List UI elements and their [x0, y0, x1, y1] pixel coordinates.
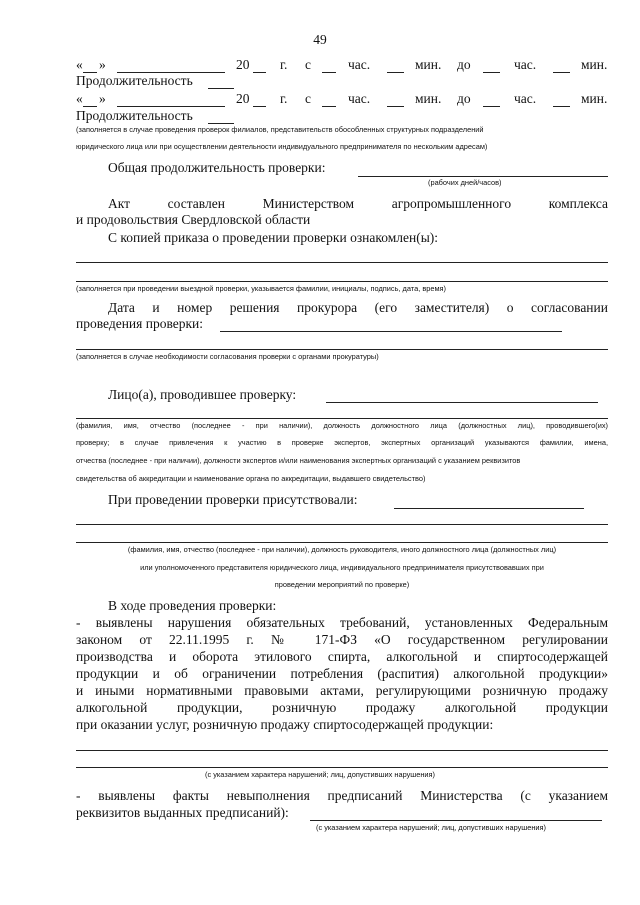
act-line-1: [108, 196, 608, 212]
violations-line-6-text: алкогольной продукции, розничную продажу алкогольной продукции: [76, 700, 608, 715]
day-blank: [83, 106, 97, 107]
prosecutor-line-2: проведения проверки:: [76, 316, 204, 331]
violations-line-4: продукции и об ограничении потребления (распития) алкогольной продукции»: [76, 666, 608, 681]
copy-order-line-1: [76, 262, 608, 263]
prosecutor-blank: [220, 331, 562, 332]
century: 20: [236, 57, 250, 72]
quote-close: »: [99, 57, 106, 72]
hours-word: час.: [348, 91, 371, 106]
violations-line-6: [76, 700, 608, 716]
inspector-blank: [326, 402, 598, 403]
violations-blank-2: [76, 767, 608, 768]
min-from-blank: [387, 72, 404, 73]
violations-line-1: - выявлены нарушения обязательных требований, установленных Федеральным: [76, 615, 608, 630]
note-present-1: (фамилия, имя, отчество (последнее - при наличии), должность руководителя, иного должностного лица (должностных лиц): [127, 545, 557, 554]
from-word: с: [305, 57, 311, 72]
orders-line-2: реквизитов выданных предписаний):: [76, 805, 289, 820]
quote-open: «: [76, 91, 83, 106]
hour-from-blank: [322, 72, 336, 73]
orders-blank: [310, 820, 602, 821]
hours-word: час.: [514, 57, 537, 72]
year-abbrev: г.: [280, 91, 288, 106]
present-blank: [394, 508, 584, 509]
note-inspector-1: (фамилия, имя, отчество (последнее - при наличии), должность должностного лица (должностных лиц), проводившего(их): [76, 421, 608, 430]
note-branches: (заполняется в случае проведения проверок филиалов, представительств обособленных структурных подразделений: [76, 125, 484, 134]
inspector-label: Лицо(а), проводившее проверку:: [108, 387, 297, 402]
prosecutor-line-1: Дата и номер решения прокурора (его заместителя) о согласовании: [108, 300, 608, 315]
copy-order-line-2: [76, 281, 608, 282]
quote-open: «: [76, 57, 83, 72]
act-word-3: Министерством: [262, 196, 355, 211]
note-inspector-3: отчества (последнее - при наличии), должности экспертов и/или наименования экспертных организаций с указанием реквизитов: [76, 456, 521, 465]
violations-last: при оказании услуг, розничную продажу спиртосодержащей продукции:: [76, 717, 494, 732]
violations-line-5: и иными нормативными правовыми актами, регулирующими розничную продажу: [76, 683, 608, 698]
total-duration-label: Общая продолжительность проверки:: [108, 160, 326, 175]
duration-blank: [208, 88, 234, 89]
hours-word: час.: [514, 91, 537, 106]
act-word-4: агропромышленного: [391, 196, 512, 211]
note-present-2: или уполномоченного представителя юридического лица, индивидуального предпринимателя присутствовавших при: [140, 563, 544, 572]
note-work-days: (рабочих дней/часов): [428, 178, 502, 187]
note-branches-2: юридического лица или при осуществлении деятельности индивидуального предпринимателя по нескольким адресам): [76, 142, 488, 151]
hour-to-blank: [483, 106, 500, 107]
prosecutor-line: [76, 349, 608, 350]
year-abbrev: г.: [280, 57, 288, 72]
min-to-blank: [553, 72, 570, 73]
orders-line-1: - выявлены факты невыполнения предписаний Министерства (с указанием: [76, 788, 608, 803]
violations-line-3: производства и оборота этилового спирта, алкогольной и спиртосодержащей: [76, 649, 608, 664]
hour-to-blank: [483, 72, 500, 73]
quote-close: »: [99, 91, 106, 106]
copy-order-label: С копией приказа о проведении проверки ознакомлен(ы):: [108, 230, 439, 245]
inspector-line: [76, 418, 608, 419]
act-word-2: составлен: [167, 196, 225, 211]
page-number: 49: [313, 32, 327, 47]
month-blank: [117, 106, 225, 107]
present-label: При проведении проверки присутствовали:: [108, 492, 358, 507]
minutes-word: мин.: [581, 57, 608, 72]
min-from-blank: [387, 106, 404, 107]
duration-label: Продолжительность: [76, 73, 193, 88]
minutes-word: мин.: [415, 57, 442, 72]
during-label: В ходе проведения проверки:: [108, 598, 277, 613]
to-word: до: [457, 57, 471, 72]
act-word-1: Акт: [108, 196, 131, 211]
act-word-5: комплекса: [548, 196, 608, 211]
note-prosecutor: (заполняется в случае необходимости согласования проверки с органами прокуратуры): [76, 352, 379, 361]
minutes-word: мин.: [581, 91, 608, 106]
hours-word: час.: [348, 57, 371, 72]
duration-blank: [208, 123, 234, 124]
minutes-word: мин.: [415, 91, 442, 106]
hour-from-blank: [322, 106, 336, 107]
min-to-blank: [553, 106, 570, 107]
note-inspector-4: свидетельства об аккредитации и наименование органа по аккредитации, выдавшего свидетельство): [76, 474, 426, 483]
duration-label: Продолжительность: [76, 108, 193, 123]
century: 20: [236, 91, 250, 106]
act-line-2: и продовольствия Свердловской области: [76, 212, 311, 227]
violations-line-2: законом от 22.11.1995 г. № 171-ФЗ «О государственном регулировании: [76, 632, 608, 647]
from-word: с: [305, 91, 311, 106]
year-blank: [253, 72, 266, 73]
note-inspector-2: проверку; в случае привлечения к участию в проверке экспертов, экспертных организаций указываются фамилии, имена,: [76, 438, 608, 447]
present-line-2: [76, 542, 608, 543]
to-word: до: [457, 91, 471, 106]
present-line-1: [76, 524, 608, 525]
violations-blank-1: [76, 750, 608, 751]
note-present-3: проведении мероприятий по проверке): [274, 580, 410, 589]
year-blank: [253, 106, 266, 107]
total-duration-blank: [358, 176, 608, 177]
note-violations: (с указанием характера нарушений; лиц, допустивших нарушения): [205, 770, 436, 779]
note-orders: (с указанием характера нарушений; лиц, допустивших нарушения): [316, 823, 547, 832]
note-onsite: (заполняется при проведении выездной проверки, указывается фамилии, инициалы, подпись, дата, время): [76, 284, 447, 293]
